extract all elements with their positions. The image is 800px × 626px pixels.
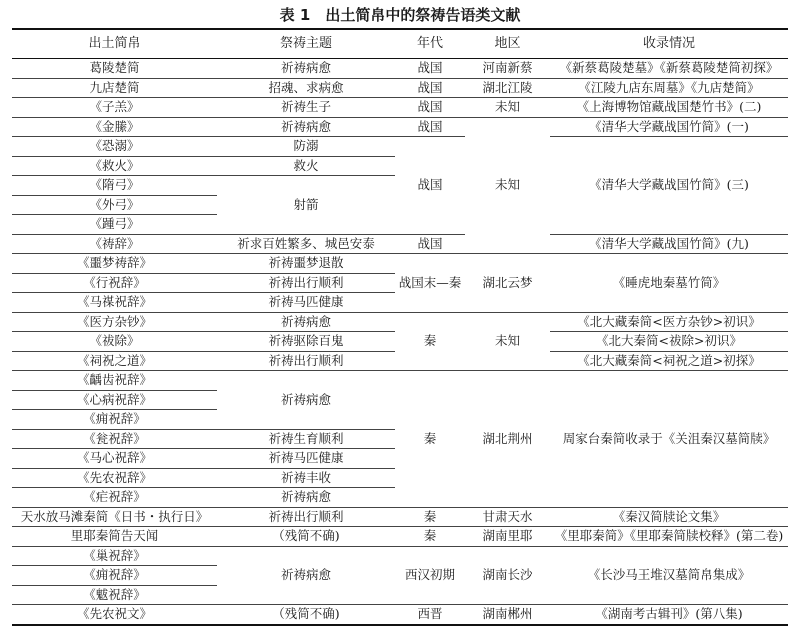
cell-theme: 祈祷出行顺利 [217,507,395,527]
cell-theme: 祈祷病愈 [217,117,395,137]
cell-era: 战国 [395,117,465,137]
cell-era-merged: 战国末—秦 [395,254,465,313]
cell-source: 《瓮祝辞》 [12,429,217,449]
table-row [12,137,788,157]
table-title: 表 1 出土简帛中的祭祷告语类文献 [279,6,521,24]
table-row [12,234,788,254]
cell-theme: 祈祷出行顺利 [217,351,395,371]
cell-era-merged: 秦 [395,312,465,371]
cell-source: 《救火》 [12,156,217,176]
cell-collection: 《上海博物馆藏战国楚竹书》(二) [550,98,788,118]
cell-collection-merged: 周家台秦简收录于《关沮秦汉墓简牍》 [550,371,788,508]
cell-theme: （残简不确) [217,527,395,547]
cell-region: 河南新蔡 [465,59,550,79]
cell-collection: 《清华大学藏战国竹简》(一) [550,117,788,137]
header-source: 出土简帛 [12,29,217,59]
table-row [12,78,788,98]
cell-source: 《噩梦祷辞》 [12,254,217,274]
cell-source: 九店楚简 [12,78,217,98]
cell-era: 西晋 [395,605,465,625]
cell-era: 战国 [395,59,465,79]
table-row [12,117,788,137]
cell-source: 《心病祝辞》 [12,390,217,410]
table-row [12,59,788,79]
cell-collection-merged: 《睡虎地秦墓竹简》 [550,254,788,313]
cell-collection: 《北大藏秦简<医方杂钞>初识》 [550,312,788,332]
cell-collection-merged: 《长沙马王堆汉墓简帛集成》 [550,546,788,605]
cell-theme: 祈祷病愈 [217,312,395,332]
cell-collection-merged: 《清华大学藏战国竹简》(三) [550,137,788,235]
cell-region: 未知 [465,98,550,118]
header-era: 年代 [395,29,465,59]
cell-collection: 《里耶秦简》《里耶秦简牍校释》(第二卷) [550,527,788,547]
table-row [12,371,788,391]
cell-era: 战国 [395,98,465,118]
header-collection: 收录情况 [550,29,788,59]
table-row [12,312,788,332]
cell-region-merged: 未知 [465,312,550,371]
cell-region: 湖南里耶 [465,527,550,547]
cell-source: 《痈祝辞》 [12,566,217,586]
cell-source: 《齲齿祝辞》 [12,371,217,391]
cell-source: 天水放马滩秦简《日书・执行日》 [12,507,217,527]
cell-collection: 《江陵九店东周墓》《九店楚简》 [550,78,788,98]
cell-source: 《医方杂钞》 [12,312,217,332]
cell-region-merged: 湖北云梦 [465,254,550,313]
cell-region-merged: 湖北荆州 [465,371,550,508]
cell-region-merged: 湖南长沙 [465,546,550,605]
cell-source: 《马禖祝辞》 [12,293,217,313]
header-row [12,29,788,59]
cell-source: 《外弓》 [12,195,217,215]
header-region: 地区 [465,29,550,59]
cell-theme: 祈祷驱除百鬼 [217,332,395,352]
cell-source: 《行祝辞》 [12,273,217,293]
cell-source: 《祠祝之道》 [12,351,217,371]
cell-theme: 救火 [217,156,395,176]
cell-source: 《恐溺》 [12,137,217,157]
cell-theme-merged: 祈祷病愈 [217,546,395,605]
cell-theme: 祈祷生育顺利 [217,429,395,449]
cell-theme: 祈祷病愈 [217,59,395,79]
cell-theme: 祈祷丰收 [217,468,395,488]
cell-theme: 祈祷噩梦退散 [217,254,395,274]
cell-source: 《祓除》 [12,332,217,352]
cell-era-merged: 西汉初期 [395,546,465,605]
cell-region: 湖南郴州 [465,605,550,625]
cell-era-merged: 秦 [395,371,465,508]
table-row [12,605,788,625]
cell-region-merged: 未知 [465,117,550,254]
cell-source: 《踵弓》 [12,215,217,235]
cell-era: 秦 [395,527,465,547]
cell-theme: 祈祷生子 [217,98,395,118]
table-row [12,546,788,566]
cell-theme: （残简不确) [217,605,395,625]
cell-theme-merged: 射箭 [217,176,395,235]
cell-source: 《巢祝辞》 [12,546,217,566]
cell-theme-merged: 祈祷病愈 [217,371,395,430]
cell-theme: 招魂、求病愈 [217,78,395,98]
cell-theme: 祈祷马匹健康 [217,449,395,469]
cell-source: 《疟祝辞》 [12,488,217,508]
cell-source: 《祷辞》 [12,234,217,254]
cell-collection: 《北大藏秦简<祠祝之道>初探》 [550,351,788,371]
cell-theme: 祈祷出行顺利 [217,273,395,293]
table-row [12,527,788,547]
cell-theme: 祈祷病愈 [217,488,395,508]
cell-collection: 《北大秦简<祓除>初识》 [550,332,788,352]
cell-theme: 防溺 [217,137,395,157]
cell-source: 《隋弓》 [12,176,217,196]
cell-source: 《先农祝文》 [12,605,217,625]
cell-region: 湖北江陵 [465,78,550,98]
cell-collection: 《湖南考古辑刊》(第八集) [550,605,788,625]
cell-theme: 祈祷马匹健康 [217,293,395,313]
cell-source: 葛陵楚简 [12,59,217,79]
cell-theme: 祈求百姓繁多、城邑安泰 [217,234,395,254]
table-row [12,507,788,527]
header-theme: 祭祷主题 [217,29,395,59]
literature-table [12,28,788,626]
cell-collection: 《秦汉简牍论文集》 [550,507,788,527]
cell-source: 《子羔》 [12,98,217,118]
cell-era-merged: 战国 [395,137,465,235]
cell-era: 秦 [395,507,465,527]
cell-source: 里耶秦简告天闻 [12,527,217,547]
cell-region: 甘肃天水 [465,507,550,527]
cell-collection: 《清华大学藏战国竹简》(九) [550,234,788,254]
cell-source: 《先农祝辞》 [12,468,217,488]
cell-era: 战国 [395,78,465,98]
table-row [12,98,788,118]
cell-collection: 《新蔡葛陵楚墓》《新蔡葛陵楚简初探》 [550,59,788,79]
cell-source: 《痈祝辞》 [12,410,217,430]
cell-source: 《马心祝辞》 [12,449,217,469]
cell-era: 战国 [395,234,465,254]
cell-source: 《金縢》 [12,117,217,137]
cell-source: 《魃祝辞》 [12,585,217,605]
table-row [12,254,788,274]
